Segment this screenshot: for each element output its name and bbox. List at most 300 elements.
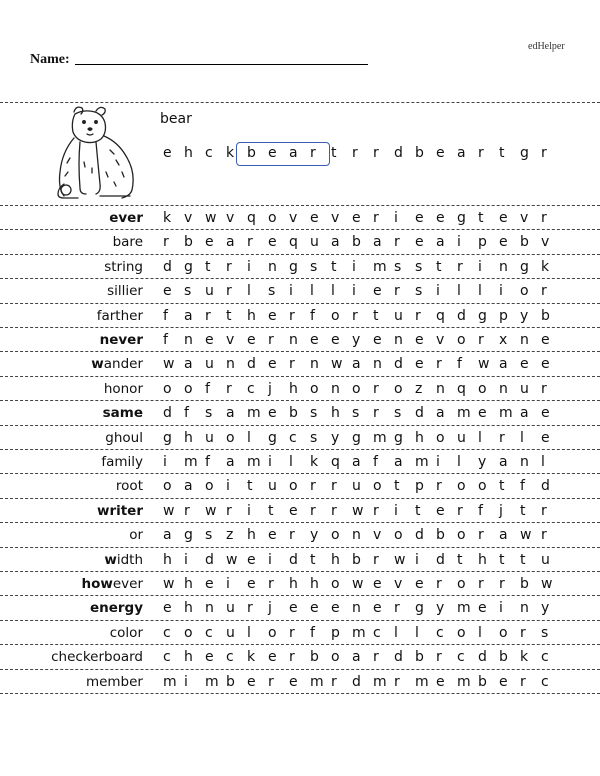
letter-cell[interactable]: w bbox=[163, 356, 175, 373]
letter-cell[interactable]: n bbox=[352, 600, 361, 617]
letter-cell[interactable]: w bbox=[205, 210, 217, 226]
letter-cell[interactable]: h bbox=[289, 576, 298, 592]
letter-cell[interactable]: i bbox=[226, 576, 230, 592]
letter-cell[interactable]: r bbox=[331, 673, 337, 690]
letter-cell[interactable]: z bbox=[226, 527, 234, 544]
letter-cell[interactable]: e bbox=[163, 600, 172, 617]
letter-cell[interactable]: e bbox=[289, 673, 298, 690]
letter-cell[interactable]: w bbox=[163, 502, 175, 519]
letter-cell[interactable]: n bbox=[520, 600, 529, 617]
letter-cell[interactable]: y bbox=[436, 600, 445, 617]
letter-cell[interactable]: k bbox=[247, 649, 256, 666]
letter-cell[interactable]: k bbox=[226, 145, 235, 161]
letter-cell[interactable]: r bbox=[394, 673, 400, 690]
letter-cell[interactable]: l bbox=[331, 283, 335, 300]
letter-cell[interactable]: i bbox=[436, 283, 440, 300]
letter-cell[interactable]: b bbox=[541, 307, 550, 324]
letter-cell[interactable]: y bbox=[310, 527, 319, 544]
letter-cell[interactable]: f bbox=[310, 624, 315, 641]
letter-cell[interactable]: t bbox=[247, 478, 253, 495]
letter-cell[interactable]: a bbox=[289, 145, 298, 161]
letter-cell[interactable]: r bbox=[415, 307, 421, 324]
letter-cell[interactable]: z bbox=[415, 380, 423, 397]
letter-cell[interactable]: q bbox=[331, 454, 340, 470]
letter-cell[interactable]: b bbox=[184, 234, 193, 251]
letter-cell[interactable]: e bbox=[268, 356, 277, 373]
letter-cell[interactable]: h bbox=[163, 551, 172, 568]
letter-cell[interactable]: f bbox=[205, 380, 210, 397]
letter-cell[interactable]: s bbox=[394, 258, 402, 275]
letter-cell[interactable]: f bbox=[163, 332, 168, 348]
letter-cell[interactable]: n bbox=[520, 332, 529, 348]
letter-cell[interactable]: b bbox=[436, 527, 445, 544]
letter-cell[interactable]: s bbox=[415, 283, 423, 300]
letter-cell[interactable]: v bbox=[184, 210, 193, 226]
letter-cell[interactable]: a bbox=[352, 649, 361, 666]
letter-cell[interactable]: b bbox=[499, 649, 508, 666]
letter-cell[interactable]: f bbox=[520, 478, 525, 495]
letter-cell[interactable]: v bbox=[520, 210, 529, 226]
letter-cell[interactable]: l bbox=[247, 429, 251, 446]
letter-cell[interactable]: o bbox=[436, 429, 445, 446]
letter-cell[interactable]: u bbox=[205, 356, 214, 373]
letter-cell[interactable]: m bbox=[415, 673, 429, 690]
letter-cell[interactable]: d bbox=[478, 649, 487, 666]
letter-cell[interactable]: h bbox=[331, 551, 340, 568]
letter-cell[interactable]: o bbox=[163, 478, 172, 495]
letter-cell[interactable]: e bbox=[373, 283, 382, 300]
letter-cell[interactable]: b bbox=[352, 234, 361, 251]
letter-cell[interactable]: f bbox=[163, 307, 168, 324]
letter-cell[interactable]: o bbox=[499, 624, 508, 641]
letter-cell[interactable]: r bbox=[268, 673, 274, 690]
letter-cell[interactable]: e bbox=[247, 576, 256, 592]
letter-cell[interactable]: o bbox=[457, 624, 466, 641]
letter-cell[interactable]: e bbox=[247, 673, 256, 690]
letter-cell[interactable]: h bbox=[184, 600, 193, 617]
letter-cell[interactable]: l bbox=[478, 283, 482, 300]
letter-cell[interactable]: t bbox=[478, 210, 484, 226]
letter-cell[interactable]: d bbox=[436, 551, 445, 568]
letter-cell[interactable]: s bbox=[352, 405, 360, 422]
letter-cell[interactable]: n bbox=[520, 454, 529, 470]
letter-cell[interactable]: r bbox=[394, 234, 400, 251]
letter-cell[interactable]: i bbox=[394, 502, 398, 519]
letter-cell[interactable]: n bbox=[310, 356, 319, 373]
letter-cell[interactable]: i bbox=[247, 258, 251, 275]
letter-cell[interactable]: w bbox=[352, 502, 364, 519]
letter-cell[interactable]: g bbox=[478, 307, 487, 324]
letter-cell[interactable]: r bbox=[289, 307, 295, 324]
letter-cell[interactable]: e bbox=[163, 145, 172, 161]
letter-cell[interactable]: h bbox=[289, 380, 298, 397]
letter-cell[interactable]: o bbox=[331, 649, 340, 666]
letter-cell[interactable]: e bbox=[436, 145, 445, 161]
letter-cell[interactable]: e bbox=[436, 502, 445, 519]
letter-cell[interactable]: n bbox=[499, 258, 508, 275]
letter-cell[interactable]: q bbox=[289, 234, 298, 251]
letter-cell[interactable]: r bbox=[541, 380, 547, 397]
letter-cell[interactable]: n bbox=[394, 332, 403, 348]
letter-cell[interactable]: g bbox=[289, 258, 298, 275]
letter-cell[interactable]: r bbox=[268, 576, 274, 592]
letter-cell[interactable]: i bbox=[478, 258, 482, 275]
letter-cell[interactable]: v bbox=[394, 576, 403, 592]
letter-cell[interactable]: v bbox=[541, 234, 550, 251]
letter-cell[interactable]: r bbox=[436, 649, 442, 666]
letter-cell[interactable]: g bbox=[415, 600, 424, 617]
letter-cell[interactable]: t bbox=[310, 551, 316, 568]
letter-cell[interactable]: e bbox=[499, 673, 508, 690]
letter-cell[interactable]: r bbox=[268, 332, 274, 348]
letter-cell[interactable]: t bbox=[226, 307, 232, 324]
letter-cell[interactable]: l bbox=[520, 429, 524, 446]
letter-cell[interactable]: e bbox=[541, 356, 550, 373]
letter-cell[interactable]: l bbox=[289, 454, 293, 470]
letter-cell[interactable]: a bbox=[184, 478, 193, 495]
letter-cell[interactable]: e bbox=[331, 600, 340, 617]
letter-cell[interactable]: l bbox=[478, 624, 482, 641]
letter-cell[interactable]: r bbox=[289, 527, 295, 544]
letter-cell[interactable]: e bbox=[268, 307, 277, 324]
letter-cell[interactable]: g bbox=[268, 429, 277, 446]
letter-cell[interactable]: d bbox=[394, 649, 403, 666]
letter-cell[interactable]: r bbox=[226, 258, 232, 275]
letter-cell[interactable]: b bbox=[226, 673, 235, 690]
letter-cell[interactable]: r bbox=[352, 307, 358, 324]
letter-cell[interactable]: n bbox=[436, 380, 445, 397]
letter-cell[interactable]: a bbox=[163, 527, 172, 544]
letter-cell[interactable]: r bbox=[541, 145, 547, 161]
letter-cell[interactable]: r bbox=[289, 649, 295, 666]
letter-cell[interactable]: n bbox=[226, 356, 235, 373]
letter-cell[interactable]: s bbox=[205, 527, 213, 544]
letter-cell[interactable]: r bbox=[457, 258, 463, 275]
letter-cell[interactable]: t bbox=[520, 502, 526, 519]
letter-cell[interactable]: m bbox=[457, 673, 471, 690]
letter-cell[interactable]: a bbox=[436, 234, 445, 251]
letter-cell[interactable]: v bbox=[226, 332, 235, 348]
letter-cell[interactable]: h bbox=[184, 145, 193, 161]
letter-cell[interactable]: o bbox=[478, 478, 487, 495]
letter-cell[interactable]: e bbox=[415, 332, 424, 348]
letter-cell[interactable]: r bbox=[310, 145, 316, 161]
letter-cell[interactable]: e bbox=[205, 576, 214, 592]
letter-cell[interactable]: t bbox=[457, 551, 463, 568]
letter-cell[interactable]: c bbox=[163, 624, 171, 641]
letter-cell[interactable]: r bbox=[226, 502, 232, 519]
letter-cell[interactable]: o bbox=[331, 576, 340, 592]
letter-cell[interactable]: r bbox=[331, 478, 337, 495]
letter-cell[interactable]: e bbox=[310, 332, 319, 348]
letter-cell[interactable]: a bbox=[352, 356, 361, 373]
letter-cell[interactable]: e bbox=[478, 600, 487, 617]
letter-cell[interactable]: e bbox=[163, 283, 172, 300]
letter-cell[interactable]: b bbox=[310, 649, 319, 666]
letter-cell[interactable]: f bbox=[205, 454, 210, 470]
letter-cell[interactable]: r bbox=[373, 649, 379, 666]
letter-cell[interactable]: u bbox=[226, 624, 235, 641]
letter-cell[interactable]: i bbox=[499, 600, 503, 617]
letter-cell[interactable]: h bbox=[184, 429, 193, 446]
letter-cell[interactable]: u bbox=[394, 307, 403, 324]
letter-cell[interactable]: a bbox=[499, 527, 508, 544]
letter-cell[interactable]: e bbox=[415, 356, 424, 373]
letter-cell[interactable]: n bbox=[205, 600, 214, 617]
letter-cell[interactable]: k bbox=[520, 649, 529, 666]
letter-cell[interactable]: e bbox=[289, 502, 298, 519]
letter-cell[interactable]: q bbox=[436, 307, 445, 324]
letter-cell[interactable]: l bbox=[394, 624, 398, 641]
letter-cell[interactable]: i bbox=[268, 551, 272, 568]
letter-cell[interactable]: u bbox=[310, 234, 319, 251]
letter-cell[interactable]: c bbox=[163, 649, 171, 666]
letter-cell[interactable]: j bbox=[268, 380, 272, 397]
letter-cell[interactable]: c bbox=[541, 673, 549, 690]
letter-cell[interactable]: r bbox=[352, 145, 358, 161]
letter-cell[interactable]: v bbox=[436, 332, 445, 348]
letter-cell[interactable]: c bbox=[436, 624, 444, 641]
letter-cell[interactable]: y bbox=[541, 600, 550, 617]
letter-cell[interactable]: e bbox=[268, 405, 277, 422]
letter-cell[interactable]: a bbox=[373, 234, 382, 251]
letter-cell[interactable]: c bbox=[226, 649, 234, 666]
letter-cell[interactable]: o bbox=[163, 380, 172, 397]
letter-cell[interactable]: r bbox=[373, 551, 379, 568]
letter-cell[interactable]: r bbox=[226, 380, 232, 397]
letter-cell[interactable]: g bbox=[352, 429, 361, 446]
letter-cell[interactable]: m bbox=[163, 673, 177, 690]
letter-cell[interactable]: f bbox=[310, 307, 315, 324]
letter-cell[interactable]: e bbox=[541, 332, 550, 348]
letter-cell[interactable]: g bbox=[520, 258, 529, 275]
letter-cell[interactable]: a bbox=[226, 454, 235, 470]
letter-cell[interactable]: r bbox=[541, 527, 547, 544]
letter-cell[interactable]: r bbox=[373, 502, 379, 519]
letter-cell[interactable]: w bbox=[226, 551, 238, 568]
letter-cell[interactable]: e bbox=[499, 210, 508, 226]
letter-cell[interactable]: n bbox=[499, 380, 508, 397]
letter-cell[interactable]: a bbox=[184, 307, 193, 324]
letter-cell[interactable]: r bbox=[457, 502, 463, 519]
letter-cell[interactable]: c bbox=[457, 649, 465, 666]
letter-cell[interactable]: b bbox=[289, 405, 298, 422]
letter-cell[interactable]: r bbox=[499, 429, 505, 446]
letter-cell[interactable]: r bbox=[226, 283, 232, 300]
letter-cell[interactable]: w bbox=[205, 502, 217, 519]
letter-cell[interactable]: n bbox=[289, 332, 298, 348]
letter-cell[interactable]: m bbox=[373, 258, 387, 275]
letter-cell[interactable]: p bbox=[478, 234, 487, 251]
letter-cell[interactable]: y bbox=[520, 307, 529, 324]
letter-cell[interactable]: r bbox=[499, 576, 505, 592]
letter-cell[interactable]: t bbox=[268, 502, 274, 519]
letter-cell[interactable]: u bbox=[541, 551, 550, 568]
letter-cell[interactable]: e bbox=[310, 600, 319, 617]
letter-cell[interactable]: f bbox=[457, 356, 462, 373]
letter-cell[interactable]: e bbox=[541, 429, 550, 446]
letter-cell[interactable]: r bbox=[184, 502, 190, 519]
letter-cell[interactable]: r bbox=[373, 405, 379, 422]
letter-cell[interactable]: i bbox=[184, 673, 188, 690]
letter-cell[interactable]: m bbox=[373, 429, 387, 446]
letter-cell[interactable]: s bbox=[415, 258, 423, 275]
letter-cell[interactable]: m bbox=[352, 624, 366, 641]
letter-cell[interactable]: m bbox=[310, 673, 324, 690]
letter-cell[interactable]: h bbox=[247, 307, 256, 324]
letter-cell[interactable]: p bbox=[415, 478, 424, 495]
letter-cell[interactable]: o bbox=[205, 478, 214, 495]
letter-cell[interactable]: o bbox=[457, 332, 466, 348]
letter-cell[interactable]: h bbox=[331, 405, 340, 422]
letter-cell[interactable]: f bbox=[373, 454, 378, 470]
letter-cell[interactable]: x bbox=[499, 332, 508, 348]
letter-cell[interactable]: n bbox=[268, 258, 277, 275]
letter-cell[interactable]: d bbox=[415, 527, 424, 544]
letter-cell[interactable]: g bbox=[457, 210, 466, 226]
letter-cell[interactable]: m bbox=[457, 405, 471, 422]
letter-cell[interactable]: o bbox=[520, 283, 529, 300]
letter-cell[interactable]: e bbox=[247, 551, 256, 568]
letter-cell[interactable]: c bbox=[247, 380, 255, 397]
letter-cell[interactable]: a bbox=[394, 454, 403, 470]
letter-cell[interactable]: m bbox=[205, 673, 219, 690]
letter-cell[interactable]: o bbox=[226, 429, 235, 446]
letter-cell[interactable]: d bbox=[289, 551, 298, 568]
letter-cell[interactable]: u bbox=[205, 283, 214, 300]
letter-cell[interactable]: l bbox=[310, 283, 314, 300]
letter-cell[interactable]: r bbox=[436, 576, 442, 592]
letter-cell[interactable]: e bbox=[436, 210, 445, 226]
letter-cell[interactable]: n bbox=[184, 332, 193, 348]
letter-cell[interactable]: s bbox=[310, 258, 318, 275]
letter-cell[interactable]: h bbox=[310, 576, 319, 592]
letter-cell[interactable]: t bbox=[415, 502, 421, 519]
letter-cell[interactable]: b bbox=[520, 576, 529, 592]
letter-cell[interactable]: n bbox=[331, 380, 340, 397]
letter-cell[interactable]: r bbox=[436, 356, 442, 373]
letter-cell[interactable]: j bbox=[499, 502, 503, 519]
letter-cell[interactable]: h bbox=[184, 576, 193, 592]
letter-cell[interactable]: o bbox=[373, 478, 382, 495]
letter-cell[interactable]: s bbox=[184, 283, 192, 300]
letter-cell[interactable]: a bbox=[226, 405, 235, 422]
letter-cell[interactable]: e bbox=[268, 234, 277, 251]
letter-cell[interactable]: n bbox=[352, 527, 361, 544]
letter-cell[interactable]: g bbox=[520, 145, 529, 161]
letter-cell[interactable]: i bbox=[352, 258, 356, 275]
letter-cell[interactable]: e bbox=[268, 527, 277, 544]
letter-cell[interactable]: c bbox=[541, 649, 549, 666]
letter-cell[interactable]: t bbox=[499, 478, 505, 495]
letter-cell[interactable]: t bbox=[373, 307, 379, 324]
letter-cell[interactable]: r bbox=[310, 502, 316, 519]
letter-cell[interactable]: i bbox=[499, 283, 503, 300]
letter-cell[interactable]: a bbox=[184, 356, 193, 373]
letter-cell[interactable]: s bbox=[394, 405, 402, 422]
name-entry-line[interactable] bbox=[75, 64, 368, 65]
letter-cell[interactable]: m bbox=[373, 673, 387, 690]
letter-cell[interactable]: r bbox=[478, 527, 484, 544]
letter-cell[interactable]: s bbox=[205, 405, 213, 422]
letter-cell[interactable]: h bbox=[184, 649, 193, 666]
letter-cell[interactable]: r bbox=[478, 145, 484, 161]
letter-cell[interactable]: f bbox=[478, 502, 483, 519]
letter-cell[interactable]: i bbox=[415, 551, 419, 568]
letter-cell[interactable]: s bbox=[268, 283, 276, 300]
letter-cell[interactable]: e bbox=[415, 210, 424, 226]
letter-cell[interactable]: k bbox=[163, 210, 172, 226]
letter-cell[interactable]: a bbox=[499, 356, 508, 373]
letter-cell[interactable]: m bbox=[415, 454, 429, 470]
letter-cell[interactable]: o bbox=[457, 527, 466, 544]
letter-cell[interactable]: t bbox=[499, 551, 505, 568]
letter-cell[interactable]: o bbox=[352, 380, 361, 397]
letter-cell[interactable]: e bbox=[289, 600, 298, 617]
letter-cell[interactable]: c bbox=[373, 624, 381, 641]
letter-cell[interactable]: g bbox=[184, 258, 193, 275]
letter-cell[interactable]: g bbox=[163, 429, 172, 446]
letter-cell[interactable]: r bbox=[541, 210, 547, 226]
letter-cell[interactable]: d bbox=[541, 478, 550, 495]
letter-cell[interactable]: e bbox=[205, 332, 214, 348]
letter-cell[interactable]: l bbox=[247, 624, 251, 641]
letter-cell[interactable]: e bbox=[205, 649, 214, 666]
letter-cell[interactable]: t bbox=[436, 258, 442, 275]
letter-cell[interactable]: i bbox=[163, 454, 167, 470]
letter-cell[interactable]: o bbox=[268, 624, 277, 641]
letter-cell[interactable]: r bbox=[331, 502, 337, 519]
letter-cell[interactable]: s bbox=[541, 624, 549, 641]
letter-cell[interactable]: o bbox=[457, 576, 466, 592]
letter-cell[interactable]: r bbox=[163, 234, 169, 251]
letter-cell[interactable]: t bbox=[331, 258, 337, 275]
letter-cell[interactable]: f bbox=[184, 405, 189, 422]
letter-cell[interactable]: w bbox=[520, 527, 532, 544]
letter-cell[interactable]: m bbox=[457, 600, 471, 617]
letter-cell[interactable]: d bbox=[415, 405, 424, 422]
letter-cell[interactable]: o bbox=[310, 380, 319, 397]
letter-cell[interactable]: l bbox=[457, 454, 461, 470]
letter-cell[interactable]: d bbox=[163, 258, 172, 275]
letter-cell[interactable]: v bbox=[226, 210, 235, 226]
letter-cell[interactable]: g bbox=[184, 527, 193, 544]
letter-cell[interactable]: u bbox=[226, 600, 235, 617]
letter-cell[interactable]: r bbox=[289, 356, 295, 373]
letter-cell[interactable]: r bbox=[373, 380, 379, 397]
letter-cell[interactable]: p bbox=[331, 624, 340, 641]
letter-cell[interactable]: g bbox=[394, 429, 403, 446]
letter-cell[interactable]: r bbox=[310, 478, 316, 495]
letter-cell[interactable]: i bbox=[184, 551, 188, 568]
letter-cell[interactable]: e bbox=[352, 210, 361, 226]
letter-cell[interactable]: e bbox=[268, 649, 277, 666]
letter-cell[interactable]: r bbox=[394, 283, 400, 300]
letter-cell[interactable]: e bbox=[331, 332, 340, 348]
letter-cell[interactable]: a bbox=[520, 405, 529, 422]
letter-cell[interactable]: r bbox=[289, 624, 295, 641]
letter-cell[interactable]: o bbox=[184, 380, 193, 397]
letter-cell[interactable]: u bbox=[268, 478, 277, 495]
letter-cell[interactable]: r bbox=[520, 624, 526, 641]
letter-cell[interactable]: t bbox=[520, 551, 526, 568]
letter-cell[interactable]: h bbox=[478, 551, 487, 568]
letter-cell[interactable]: c bbox=[205, 624, 213, 641]
letter-cell[interactable]: o bbox=[394, 380, 403, 397]
letter-cell[interactable]: i bbox=[247, 502, 251, 519]
letter-cell[interactable]: e bbox=[415, 234, 424, 251]
letter-cell[interactable]: e bbox=[247, 332, 256, 348]
